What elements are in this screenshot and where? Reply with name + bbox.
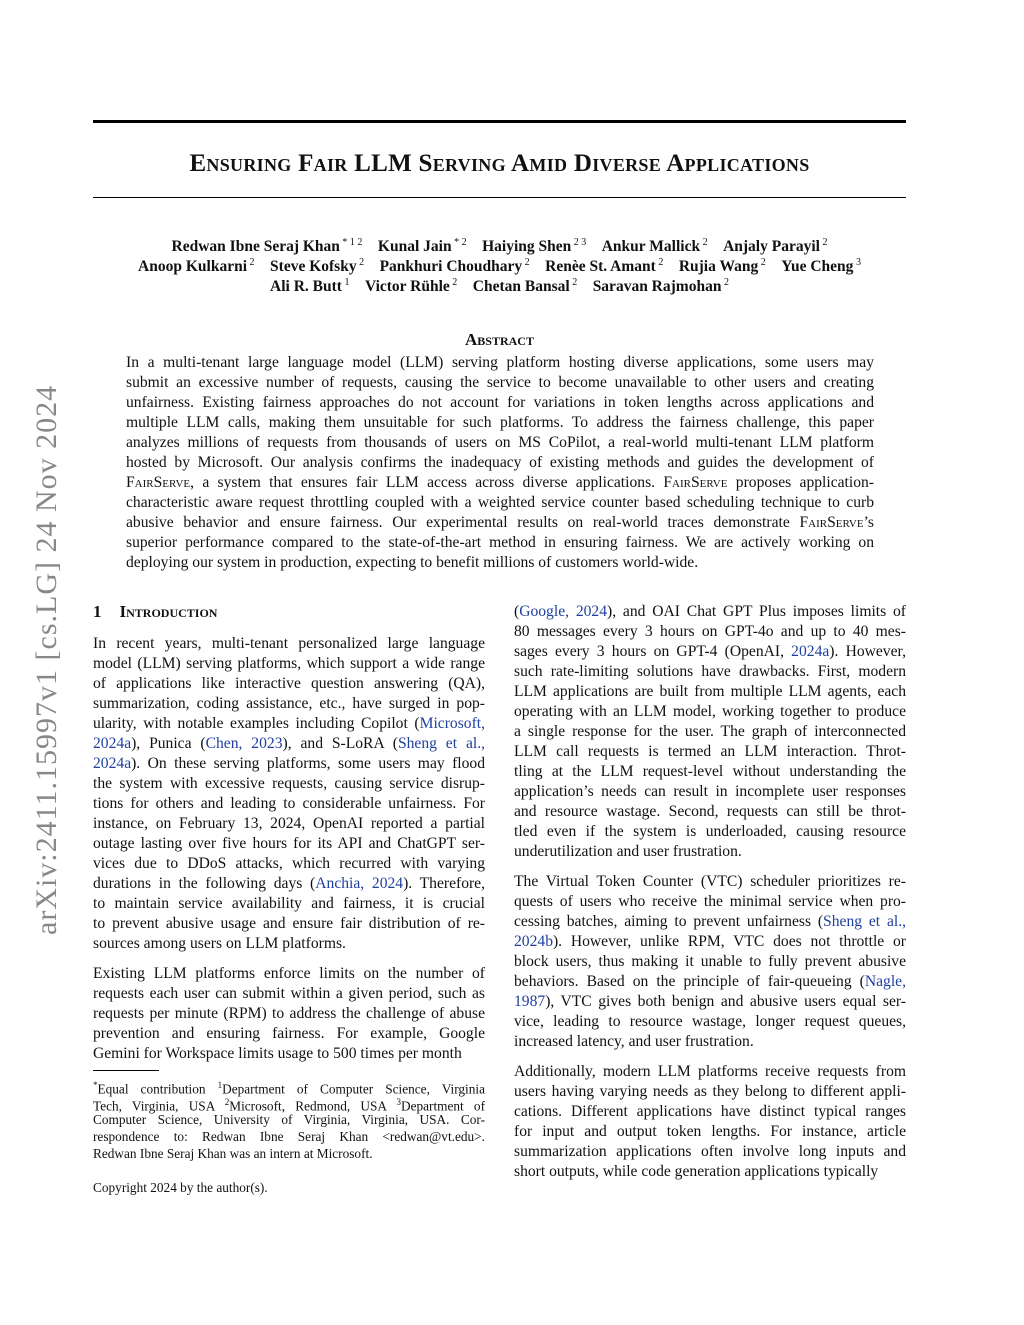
abstract-line: submit an excessive number of requests, causing the service to become unavailable to other users and creating [126,374,874,391]
body-line: application’s needs can result in incomplete user responses [514,783,906,800]
body-line: 2024a), Punica (Chen, 2023), and S-LoRA (Sheng et al., [93,735,485,752]
citation-link[interactable]: 2024b [514,933,553,950]
author-name: Anjaly Parayil [723,238,820,256]
citation-link[interactable]: 2024a [93,735,132,752]
author-name: Kunal Jain [377,238,452,256]
body-line: users having varying needs as they belong to different appli- [514,1083,906,1100]
body-line: the system with excessive requests, causing service disrup- [93,775,485,792]
body-line: (Google, 2024), and OAI Chat GPT Plus imposes limits of [514,603,907,620]
citation-link[interactable]: Chen, 2023 [205,735,283,752]
citation-link[interactable]: Sheng et al., [823,913,906,930]
citation-link[interactable]: 2024a [791,643,830,660]
body-line: tling at the LLM request-level without understanding the [514,763,906,780]
abstract-line: In a multi-tenant large language model (LLM) serving platform hosting diverse applications, some users may [126,354,874,371]
body-line: 80 messages every 3 hours on GPT-4o and up to 40 mes- [514,623,906,640]
abstract-line: FairServe, a system that ensures fair LLM access across diverse applications. FairServe proposes application- [126,474,874,491]
author-line-3 [93,273,906,297]
citation-link[interactable]: Anchia, 2024 [315,875,404,892]
author-affiliation: 2 [758,257,766,268]
citation-link[interactable]: Nagle, [864,973,906,990]
author-name: Chetan Bansal [472,278,570,296]
author-affiliation: 2 [522,257,530,268]
body-line: requests each user can submit within a given period, such as [93,985,485,1002]
body-line: 2024b). However, unlike RPM, VTC does not throttle or [514,933,906,950]
body-line: and resource wastage. Second, requests can still be throt- [514,803,906,820]
body-line: instance, on February 13, 2024, OpenAI reported a partial [93,815,485,832]
body-line: vices due to DDoS attacks, which recurred with varying [93,855,485,872]
body-line: Gemini for Workspace limits usage to 500 times per month [93,1045,462,1062]
citation-link[interactable]: Sheng et al., [397,735,485,752]
body-line: of applications like interactive question answering (QA), [93,675,485,692]
body-line: cessing batches, aiming to prevent unfairness (Sheng et al., [514,913,906,930]
author-affiliation: 2 [819,237,828,248]
author-affiliation: 2 3 [571,237,587,248]
body-line: underutilization and user frustration. [514,843,742,860]
body-line: requests per minute (RPM) to address the challenge of abuse [93,1005,485,1022]
abstract-line: hosted by Microsoft. Our analysis confirms the inadequacy of existing methods and guides the development of [126,454,874,471]
footnote-line: respondence to: Redwan Ibne Seraj Khan <redwan@vt.edu>. [93,1129,485,1144]
author-name: Renèe St. Amant [545,258,656,276]
author-name: Redwan Ibne Seraj Khan [171,238,340,256]
body-line: for input and output token lengths. For instance, article [514,1123,906,1140]
author-affiliation: 1 [341,277,350,288]
abstract-line: characteristic aware request throttling coupled with a weighted service counter based scheduling technique to curb [126,494,874,511]
body-line: Additionally, modern LLM platforms receive requests from [514,1063,906,1080]
section-heading-introduction [93,602,217,622]
body-line: 1987), VTC gives both benign and abusive users equal ser- [514,993,906,1010]
author-name: Ali R. Butt [270,278,342,296]
citation-link[interactable]: 2024a [93,755,132,772]
body-line: The Virtual Token Counter (VTC) scheduler prioritizes re- [514,873,906,890]
body-line: model (LLM) serving platforms, which support a wide range [93,655,485,672]
paper-title: Ensuring Fair LLM Serving Amid Diverse Applications [189,150,810,177]
body-line: vice, leading to resource wastage, longer request queues, [514,1013,906,1030]
body-line: prevention and ensuring fairness. For example, Google [93,1025,485,1042]
section-title: Introduction [119,602,218,621]
body-line: behaviors. Based on the principle of fair-queueing (Nagle, [514,973,906,990]
body-line: to maintain service availability and fairness, it is crucial [93,895,485,912]
citation-link[interactable]: Microsoft, [419,715,485,732]
body-line: LLM call requests is termed an LLM interaction. Throt- [514,743,906,760]
body-line: durations in the following days (Anchia, 2024). Therefore, [93,875,486,892]
abstract-line: abusive behavior and ensure fairness. Our experimental results on real-world traces demonstrate FairServe’s [126,514,874,531]
author-name: Ankur Mallick [601,238,701,256]
body-line: LLM applications are built from multiple LLM agents, each [514,683,906,700]
author-affiliation: 2 [449,277,458,288]
body-line: cations. Different applications have distinct typical ranges [514,1103,906,1120]
footnote-line: *Equal contribution $^1$Department of Computer Science, Virginia [93,1080,485,1097]
body-line: tions for others and leading to considerable unfairness. For [93,795,485,812]
abstract-line: superior performance compared to the state-of-the-art method in ensuring fairness. We are actively working on [126,534,874,551]
body-line: quests of users who receive the minimal service when pro- [514,893,906,910]
abstract-line: multiple LLM calls, making them unsuitable for such platforms. To address the fairness challenge, this paper [126,414,874,431]
author-affiliation: 2 [700,237,708,248]
author-affiliation: 3 [853,257,861,268]
arxiv-identifier: arXiv:2411.15997v1 [cs.LG] 24 Nov 2024 [30,384,63,935]
body-line: sages every 3 hours on GPT-4 (OpenAI, 2024a). However, [514,643,906,660]
author-affiliation: 2 [569,277,578,288]
body-line: In recent years, multi-tenant personalized large language [93,635,485,652]
author-name: Pankhuri Choudhary [379,258,523,276]
body-line: short outputs, while code generation applications typically [514,1163,879,1180]
body-line: outage lasting over five hours for its API and ChatGPT ser- [93,835,485,852]
abstract-heading: Abstract [465,330,534,349]
body-line: 2024a). On these serving platforms, some users may flood [93,755,485,772]
body-line: summarization, coding assistance, etc., have surged in pop- [93,695,485,712]
abstract-line: analyzes millions of requests from thousands of users on MS CoPilot, a real-world multi-tenant LLM platform [126,434,874,451]
body-line: increased latency, and user frustration. [514,1033,754,1050]
section-number: 1 [93,602,102,621]
body-line: a single response for the user. The graph of interconnected [514,723,906,740]
author-name: Saravan Rajmohan [592,278,722,296]
abstract-line: deploying our system in production, expecting to benefit millions of customers world-wide. [126,554,699,571]
footnote-rule [93,1070,159,1071]
body-line: ularity, with notable examples including Copilot (Microsoft, [93,715,485,732]
author-name: Victor Rühle [364,278,450,296]
author-name: Steve Kofsky [270,258,357,276]
body-line: tled even if the system is underloaded, causing resource [514,823,906,840]
author-affiliation: 2 [247,257,255,268]
footnote-line: Tech, Virginia, USA $^2$Microsoft, Redmond, USA $^3$Department of [93,1097,485,1114]
author-affiliation: * 2 [451,237,467,248]
citation-link[interactable]: 1987 [514,993,546,1010]
footnote-line: Redwan Ibne Seraj Khan was an intern at Microsoft. [93,1146,373,1161]
body-line: sources among users on LLM platforms. [93,935,346,952]
abstract-line: unfairness. Existing fairness approaches do not account for variations in token lengths across applications and [126,394,874,411]
author-name: Yue Cheng [781,258,854,276]
author-name: Haiying Shen [482,238,572,256]
author-name: Anoop Kulkarni [138,258,248,276]
title-top-rule [93,120,906,123]
author-affiliation: 2 [721,277,729,288]
body-line: to prevent abusive usage and ensure fair distribution of re- [93,915,485,932]
footnote-line: Computer Science, University of Virginia, Virginia, USA. Cor- [93,1112,485,1127]
citation-link[interactable]: Google, 2024 [519,603,608,620]
author-affiliation: 2 [356,257,365,268]
body-line: summarization applications often involve long inputs and [514,1143,906,1160]
body-line: operating with an LLM model, working together to produce [514,703,906,720]
author-affiliation: 2 [655,257,664,268]
body-line: block users, thus making it unable to fully prevent abusive [514,953,906,970]
author-name: Rujia Wang [678,258,759,276]
author-affiliation: * 1 2 [339,237,363,248]
title-bottom-rule [93,197,906,198]
body-line: such rate-limiting solutions have drawbacks. First, modern [514,663,906,680]
copyright-notice: Copyright 2024 by the author(s). [93,1180,268,1195]
body-line: Existing LLM platforms enforce limits on the number of [93,965,485,982]
